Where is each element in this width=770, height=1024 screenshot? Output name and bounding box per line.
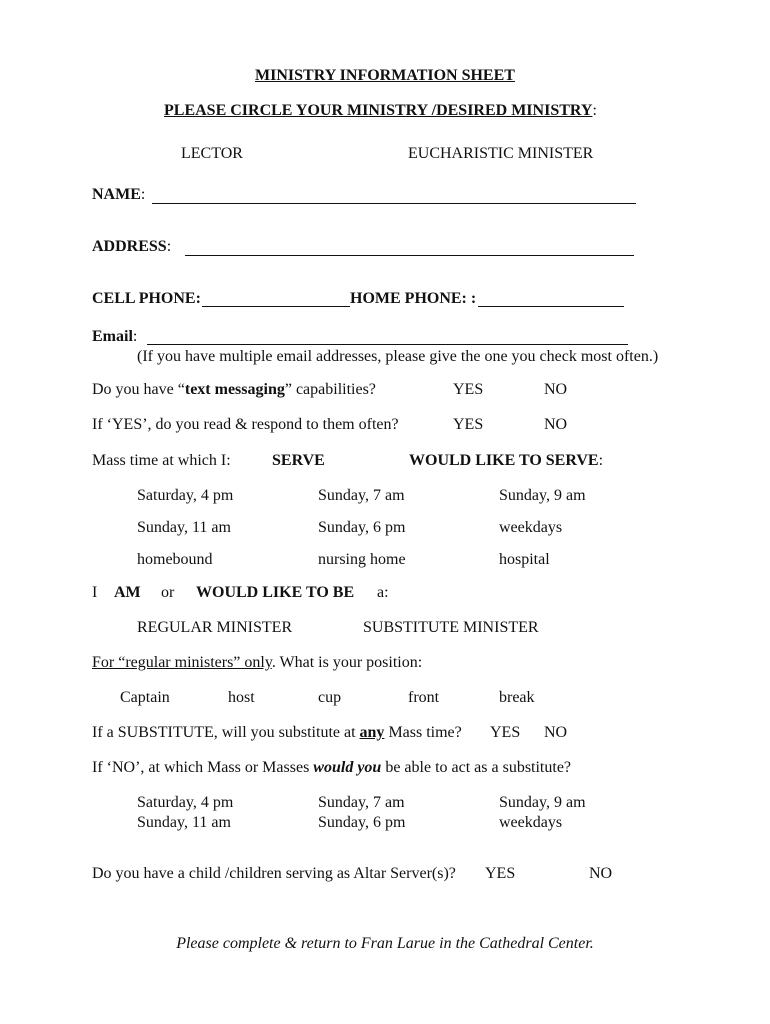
sub-mass-option[interactable]: Sunday, 11 am: [137, 814, 231, 831]
a-label: a:: [377, 584, 389, 601]
am-option[interactable]: AM: [114, 584, 141, 601]
page-title: MINISTRY INFORMATION SHEET: [255, 67, 515, 84]
respond-question: If ‘YES’, do you read & respond to them often?: [92, 416, 399, 433]
ministry-option-eucharistic[interactable]: EUCHARISTIC MINISTER: [408, 145, 594, 162]
mass-option[interactable]: nursing home: [318, 551, 406, 568]
circle-prompt-text: PLEASE CIRCLE YOUR MINISTRY /DESIRED MINISTRY: [164, 102, 593, 119]
serve-option[interactable]: SERVE: [272, 452, 325, 469]
text-messaging-question: Do you have “text messaging” capabilities?: [92, 381, 376, 398]
address-colon: :: [166, 238, 172, 255]
text-messaging-yes[interactable]: YES: [453, 381, 484, 398]
altar-server-yes[interactable]: YES: [485, 865, 516, 882]
address-field[interactable]: [185, 255, 634, 256]
mass-option[interactable]: Saturday, 4 pm: [137, 487, 234, 504]
would-like-to-serve-option[interactable]: WOULD LIKE TO SERVE:: [409, 452, 604, 469]
ministry-option-lector[interactable]: LECTOR: [181, 145, 243, 162]
sub-mass-option[interactable]: Sunday, 6 pm: [318, 814, 406, 831]
substitute-minister-option[interactable]: SUBSTITUTE MINISTER: [363, 619, 539, 636]
circle-prompt-colon: :: [592, 102, 597, 119]
mass-time-label: Mass time at which I:: [92, 452, 231, 469]
substitute-question: If a SUBSTITUTE, will you substitute at any Mass time?: [92, 724, 462, 741]
sub-mass-option[interactable]: Sunday, 7 am: [318, 794, 405, 811]
email-label-row: [92, 327, 137, 347]
regular-question: For “regular ministers” only. What is your position:: [92, 654, 423, 671]
or-label: or: [161, 584, 175, 601]
mass-option[interactable]: Sunday, 7 am: [318, 487, 405, 504]
text-messaging-no[interactable]: NO: [544, 381, 568, 398]
would-like-to-be-option[interactable]: WOULD LIKE TO BE: [196, 584, 355, 601]
mass-option[interactable]: weekdays: [499, 519, 563, 536]
sub-mass-option[interactable]: weekdays: [499, 814, 563, 831]
substitute-yes[interactable]: YES: [490, 724, 521, 741]
email-note: (If you have multiple email addresses, please give the one you check most often.): [137, 348, 659, 365]
position-cup[interactable]: cup: [318, 689, 342, 706]
name-label-row: [92, 185, 145, 205]
altar-server-no[interactable]: NO: [589, 865, 613, 882]
circle-prompt: [164, 101, 597, 121]
mass-option[interactable]: Sunday, 6 pm: [318, 519, 406, 536]
position-captain[interactable]: Captain: [120, 689, 170, 706]
mass-option[interactable]: hospital: [499, 551, 550, 568]
cell-phone-field[interactable]: [202, 306, 350, 307]
altar-server-question: Do you have a child /children serving as Altar Server(s)?: [92, 865, 456, 882]
home-phone-label: HOME PHONE: :: [350, 290, 477, 307]
substitute-no[interactable]: NO: [544, 724, 568, 741]
email-label: Email: [92, 328, 133, 345]
home-phone-field[interactable]: [478, 306, 624, 307]
respond-no[interactable]: NO: [544, 416, 568, 433]
substitute-times-question: If ‘NO’, at which Mass or Masses would you be able to act as a substitute?: [92, 759, 572, 776]
email-colon: :: [132, 328, 138, 345]
email-field[interactable]: [147, 344, 628, 345]
position-front[interactable]: front: [408, 689, 440, 706]
position-break[interactable]: break: [499, 689, 535, 706]
address-label-row: [92, 237, 171, 257]
am-i-label: I: [92, 584, 98, 601]
name-label: NAME: [92, 186, 141, 203]
sub-mass-option[interactable]: Sunday, 9 am: [499, 794, 586, 811]
regular-minister-option[interactable]: REGULAR MINISTER: [137, 619, 293, 636]
mass-option[interactable]: homebound: [137, 551, 213, 568]
name-colon: :: [140, 186, 146, 203]
respond-yes[interactable]: YES: [453, 416, 484, 433]
cell-phone-label: CELL PHONE:: [92, 290, 201, 307]
mass-option[interactable]: Sunday, 11 am: [137, 519, 231, 536]
footer-note: Please complete & return to Fran Larue in the Cathedral Center.: [176, 935, 594, 952]
position-host[interactable]: host: [228, 689, 255, 706]
name-field[interactable]: [152, 203, 636, 204]
mass-option[interactable]: Sunday, 9 am: [499, 487, 586, 504]
address-label: ADDRESS: [92, 238, 167, 255]
sub-mass-option[interactable]: Saturday, 4 pm: [137, 794, 234, 811]
